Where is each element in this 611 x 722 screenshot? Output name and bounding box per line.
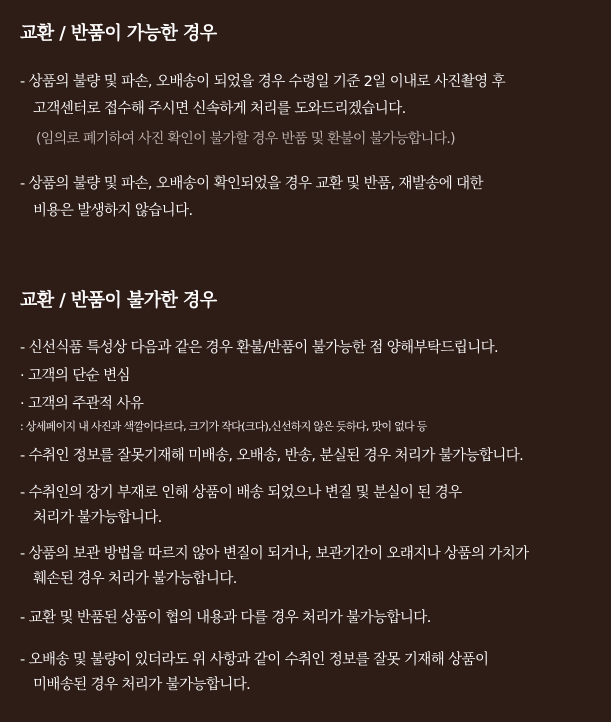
impossible-line-6: 처리가 불가능합니다.: [33, 510, 162, 526]
impossible-line-2: · 고객의 단순 변심: [20, 368, 130, 384]
possible-line-2: 고객센터로 접수해 주시면 신속하게 처리를 도와드리겠습니다.: [33, 101, 406, 117]
possible-line-3: - 상품의 불량 및 파손, 오배송이 확인되었을 경우 교환 및 반품, 재발송에 대한: [20, 176, 483, 192]
impossible-line-1: - 신선식품 특성상 다음과 같은 경우 환불/반품이 불가능한 점 양해부탁드립니다.: [20, 340, 499, 356]
section-title-exchange-impossible: 교환 / 반품이 불가한 경우: [20, 290, 217, 311]
impossible-line-9: - 교환 및 반품된 상품이 협의 내용과 다를 경우 처리가 불가능합니다.: [20, 610, 431, 626]
possible-note: (임의로 폐기하여 사진 확인이 불가할 경우 반품 및 환불이 불가능합니다.): [36, 131, 455, 147]
impossible-line-3: · 고객의 주관적 사유: [20, 396, 144, 412]
possible-line-1: - 상품의 불량 및 파손, 오배송이 되었을 경우 수령일 기준 2일 이내로 사진촬영 후: [20, 74, 506, 90]
impossible-examples: : 상세페이지 내 사진과 색깔이다르다, 크기가 작다(크다),신선하지 않은 듯하다, 맛이 없다 등: [20, 420, 427, 433]
impossible-line-11: 미배송된 경우 처리가 불가능합니다.: [33, 677, 251, 693]
section-title-exchange-possible: 교환 / 반품이 가능한 경우: [20, 23, 217, 44]
possible-line-4: 비용은 발생하지 않습니다.: [33, 203, 193, 219]
impossible-line-10: - 오배송 및 불량이 있더라도 위 사항과 같이 수취인 정보를 잘못 기재해 상품이: [20, 652, 489, 668]
impossible-line-7: - 상품의 보관 방법을 따르지 않아 변질이 되거나, 보관기간이 오래지나 상품의 가치가: [20, 546, 529, 562]
impossible-line-5: - 수취인의 장기 부재로 인해 상품이 배송 되었으나 변질 및 분실이 된 경우: [20, 485, 462, 501]
impossible-line-4: - 수취인 정보를 잘못기재해 미배송, 오배송, 반송, 분실된 경우 처리가 불가능합니다.: [20, 448, 524, 464]
impossible-line-8: 훼손된 경우 처리가 불가능합니다.: [33, 571, 237, 587]
